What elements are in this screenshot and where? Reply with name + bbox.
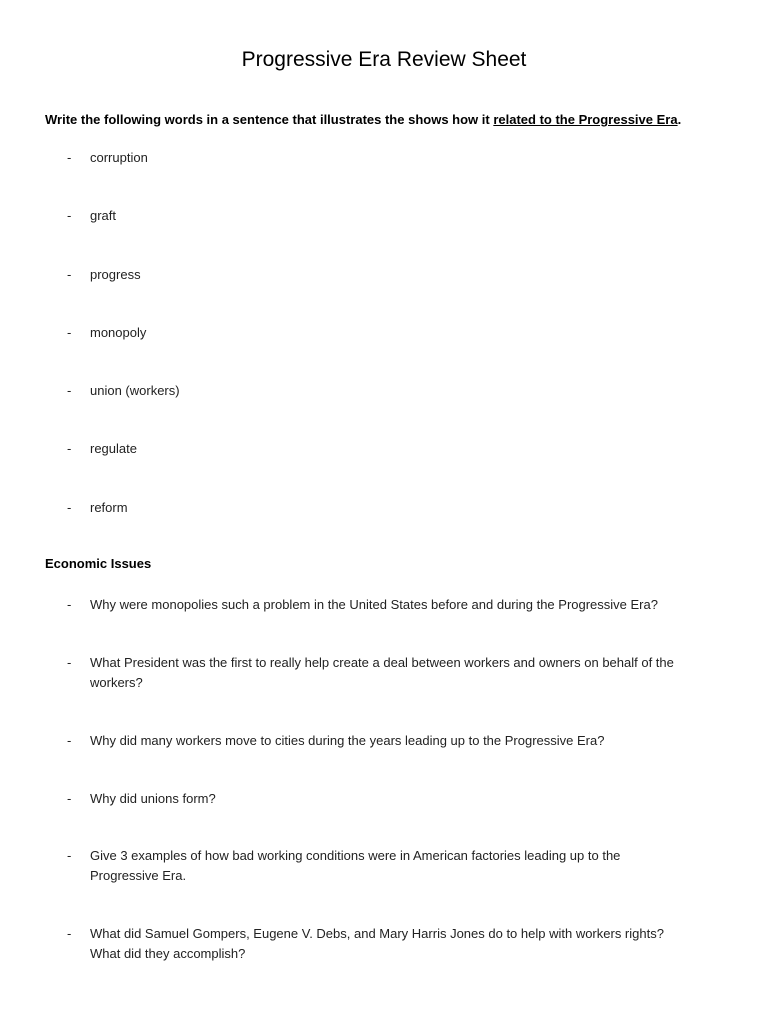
instructions-prefix: Write the following words in a sentence that illustrates the shows how it: [45, 112, 494, 127]
bullet-dash: -: [67, 267, 72, 282]
question-text: [90, 846, 730, 886]
vocab-term: corruption: [90, 150, 148, 165]
bullet-dash: -: [67, 848, 72, 863]
question-line: What did they accomplish?: [90, 946, 246, 961]
vocab-term: reform: [90, 500, 128, 515]
question-line: Give 3 examples of how bad working conditions were in American factories leading up to the: [90, 848, 621, 863]
bullet-dash: -: [67, 791, 72, 806]
vocab-term: union (workers): [90, 383, 180, 398]
question-text: [90, 653, 730, 693]
bullet-dash: -: [67, 383, 72, 398]
bullet-dash: -: [67, 733, 72, 748]
vocab-term: monopoly: [90, 325, 147, 340]
bullet-dash: -: [67, 500, 72, 515]
question-line: Why were monopolies such a problem in the United States before and during the Progressive Era?: [90, 597, 658, 612]
bullet-dash: -: [67, 926, 72, 941]
bullet-dash: -: [67, 150, 72, 165]
question-line: workers?: [90, 675, 143, 690]
instructions-underlined: related to the Progressive Era: [493, 112, 678, 127]
question-line: What did Samuel Gompers, Eugene V. Debs, and Mary Harris Jones do to help with workers rights?: [90, 926, 664, 941]
vocab-term: graft: [90, 208, 117, 223]
bullet-dash: -: [67, 325, 72, 340]
question-text: [90, 595, 730, 615]
section-heading-economic-issues: Economic Issues: [45, 556, 152, 571]
vocab-term: regulate: [90, 441, 137, 456]
bullet-dash: -: [67, 441, 72, 456]
question-text: [90, 731, 730, 751]
bullet-dash: -: [67, 208, 72, 223]
instructions-suffix: .: [677, 112, 682, 127]
question-line: Why did many workers move to cities during the years leading up to the Progressive Era?: [90, 733, 605, 748]
question-text: [90, 924, 730, 964]
question-line: Progressive Era.: [90, 868, 187, 883]
page-title: Progressive Era Review Sheet: [241, 48, 527, 71]
question-text: [90, 789, 730, 809]
question-line: What President was the first to really help create a deal between workers and owners on behalf of the: [90, 655, 674, 670]
vocab-term: progress: [90, 267, 141, 282]
bullet-dash: -: [67, 597, 72, 612]
bullet-dash: -: [67, 655, 72, 670]
question-line: Why did unions form?: [90, 791, 216, 806]
instructions: [45, 111, 681, 129]
